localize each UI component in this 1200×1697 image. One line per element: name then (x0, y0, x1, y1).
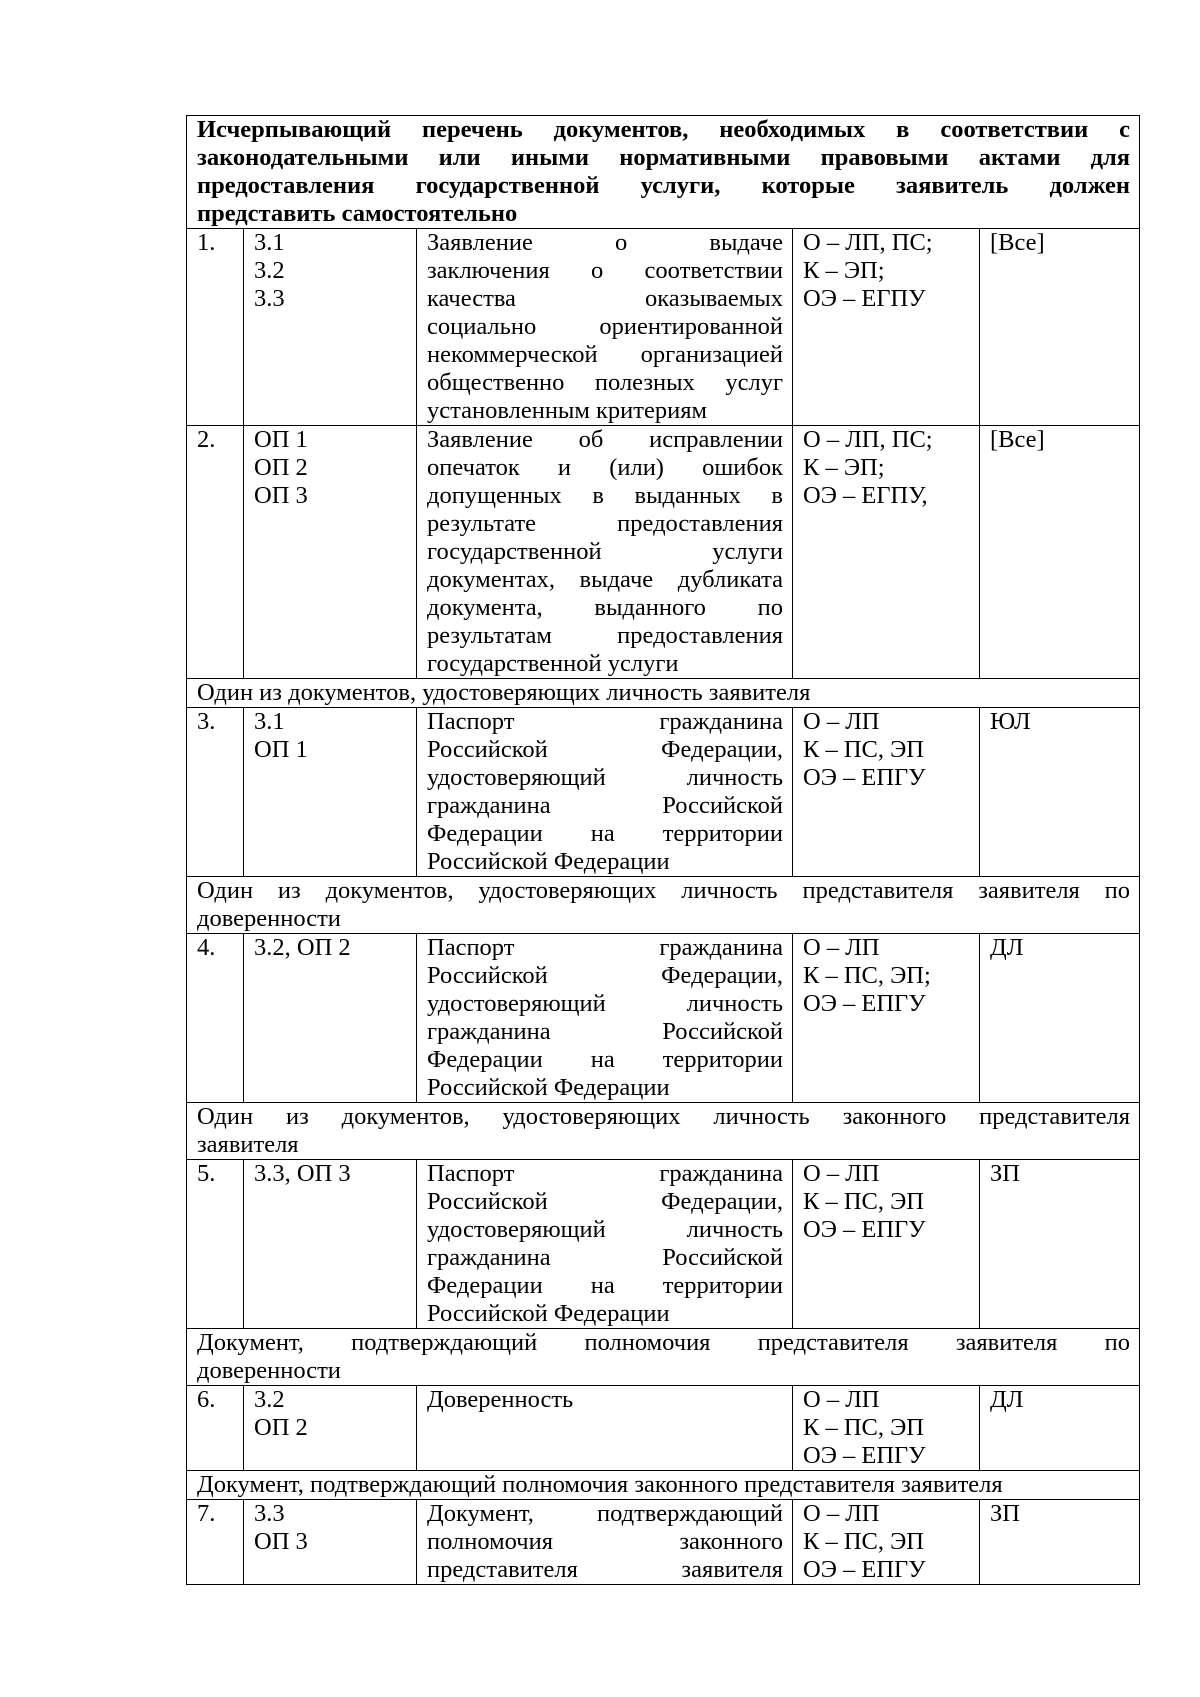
doc-line: Федерации на территории (427, 1046, 783, 1073)
row-applicant: ЮЛ (980, 708, 1140, 877)
code-line: ОП 3 (254, 1528, 308, 1555)
doc-line: Паспорт гражданина (427, 934, 783, 961)
form-line: К – ПС, ЭП (803, 1414, 924, 1441)
row-forms (793, 1160, 980, 1329)
form-line: ОЭ – ЕГПУ (803, 285, 926, 312)
doc-line: Заявление о выдаче (427, 229, 783, 256)
doc-line: государственной услуги (427, 538, 783, 565)
doc-line: общественно полезных услуг (427, 369, 783, 396)
row-number: 4. (187, 934, 244, 1103)
doc-line: Документ, подтверждающий (427, 1500, 783, 1527)
code-line: ОП 1 (254, 736, 308, 763)
form-line: О – ЛП (803, 934, 880, 961)
form-line: ОЭ – ЕПГУ (803, 990, 926, 1017)
row-document (417, 934, 793, 1103)
doc-line: допущенных в выданных в (427, 482, 783, 509)
doc-line: Российской Федерации, (427, 736, 783, 763)
row-number: 2. (187, 426, 244, 679)
header-line: Исчерпывающий перечень документов, необходимых в соответствии с (197, 116, 1131, 143)
table-row (187, 1160, 1140, 1329)
code-line: 3.3 (254, 285, 285, 312)
section-title (187, 679, 1140, 708)
row-codes (244, 1386, 417, 1471)
row-number: 3. (187, 708, 244, 877)
row-document (417, 708, 793, 877)
form-line: О – ЛП (803, 1386, 880, 1413)
code-line: 3.1 (254, 708, 285, 735)
form-line: К – ПС, ЭП; (803, 962, 931, 989)
documents-table (186, 115, 1140, 1585)
form-line: К – ПС, ЭП (803, 1188, 924, 1215)
section-title (187, 1329, 1140, 1386)
row-codes (244, 426, 417, 679)
section-title-row (187, 1103, 1140, 1160)
row-codes (244, 708, 417, 877)
section-title (187, 1103, 1140, 1160)
section-title-row (187, 679, 1140, 708)
table-row (187, 229, 1140, 426)
row-number: 7. (187, 1500, 244, 1585)
doc-line: Российской Федерации (427, 848, 670, 875)
doc-line: результате предоставления (427, 510, 783, 537)
section-title-line: доверенности (197, 1357, 341, 1384)
doc-line: гражданина Российской (427, 792, 783, 819)
row-applicant: [Все] (980, 229, 1140, 426)
code-line: 3.3, ОП 3 (254, 1160, 351, 1187)
doc-line: некоммерческой организацией (427, 341, 783, 368)
row-codes (244, 1500, 417, 1585)
section-title-line: Один из документов, удостоверяющих личность заявителя (197, 679, 811, 706)
form-line: О – ЛП (803, 1500, 880, 1527)
section-title-row (187, 877, 1140, 934)
form-line: К – ЭП; (803, 257, 885, 284)
form-line: ОЭ – ЕПГУ (803, 1556, 926, 1583)
doc-line: Федерации на территории (427, 820, 783, 847)
row-applicant: ЗП (980, 1500, 1140, 1585)
section-title (187, 1471, 1140, 1500)
doc-line: Российской Федерации, (427, 1188, 783, 1215)
section-title-row (187, 1471, 1140, 1500)
form-line: ОЭ – ЕПГУ (803, 764, 926, 791)
row-number: 5. (187, 1160, 244, 1329)
form-line: ОЭ – ЕПГУ (803, 1442, 926, 1469)
row-number: 6. (187, 1386, 244, 1471)
row-codes (244, 229, 417, 426)
row-codes (244, 1160, 417, 1329)
doc-line: гражданина Российской (427, 1018, 783, 1045)
row-document (417, 1500, 793, 1585)
form-line: О – ЛП (803, 708, 880, 735)
code-line: ОП 1 (254, 426, 308, 453)
doc-line: качества оказываемых (427, 285, 783, 312)
header-line: предоставления государственной услуги, которые заявитель должен (197, 172, 1131, 199)
doc-line: документа, выданного по (427, 594, 783, 621)
form-line: О – ЛП, ПС; (803, 229, 933, 256)
table-row (187, 426, 1140, 679)
section-title-line: Один из документов, удостоверяющих личность законного представителя (197, 1103, 1131, 1130)
row-document (417, 1386, 793, 1471)
form-line: К – ЭП; (803, 454, 885, 481)
row-applicant: ЗП (980, 1160, 1140, 1329)
form-line: О – ЛП (803, 1160, 880, 1187)
doc-line: Паспорт гражданина (427, 1160, 783, 1187)
doc-line: результатам предоставления (427, 622, 783, 649)
section-title-line: доверенности (197, 905, 341, 932)
row-document (417, 229, 793, 426)
table-row (187, 708, 1140, 877)
table-header-row (187, 116, 1140, 229)
doc-line: представителя заявителя (427, 1556, 783, 1583)
doc-line: полномочия законного (427, 1528, 783, 1555)
section-title (187, 877, 1140, 934)
row-document (417, 1160, 793, 1329)
form-line: К – ПС, ЭП (803, 1528, 924, 1555)
doc-line: удостоверяющий личность (427, 990, 783, 1017)
row-applicant: [Все] (980, 426, 1140, 679)
table-row (187, 934, 1140, 1103)
section-title-line: Один из документов, удостоверяющих личность представителя заявителя по (197, 877, 1131, 904)
form-line: О – ЛП, ПС; (803, 426, 933, 453)
doc-line: Российской Федерации (427, 1074, 670, 1101)
row-applicant: ДЛ (980, 934, 1140, 1103)
doc-line: Российской Федерации (427, 1300, 670, 1327)
form-line: ОЭ – ЕГПУ, (803, 482, 928, 509)
row-forms (793, 229, 980, 426)
header-line: представить самостоятельно (197, 200, 518, 227)
doc-line: Российской Федерации, (427, 962, 783, 989)
doc-line: Федерации на территории (427, 1272, 783, 1299)
row-number: 1. (187, 229, 244, 426)
row-forms (793, 1500, 980, 1585)
table-row (187, 1500, 1140, 1585)
code-line: 3.1 (254, 229, 285, 256)
section-title-line: Документ, подтверждающий полномочия представителя заявителя по (197, 1329, 1131, 1356)
section-title-line: Документ, подтверждающий полномочия законного представителя заявителя (197, 1471, 1003, 1498)
row-forms (793, 1386, 980, 1471)
form-line: ОЭ – ЕПГУ (803, 1216, 926, 1243)
row-forms (793, 934, 980, 1103)
code-line: 3.3 (254, 1500, 285, 1527)
section-title-row (187, 1329, 1140, 1386)
doc-line: государственной услуги (427, 650, 679, 677)
doc-line: социально ориентированной (427, 313, 783, 340)
table-header-cell (187, 116, 1140, 229)
doc-line: Доверенность (427, 1386, 574, 1413)
code-line: ОП 2 (254, 1414, 308, 1441)
doc-line: Паспорт гражданина (427, 708, 783, 735)
section-title-line: заявителя (197, 1131, 299, 1158)
doc-line: заключения о соответствии (427, 257, 783, 284)
row-forms (793, 426, 980, 679)
doc-line: Заявление об исправлении (427, 426, 783, 453)
form-line: К – ПС, ЭП (803, 736, 924, 763)
code-line: 3.2 (254, 1386, 285, 1413)
doc-line: установленным критериям (427, 397, 708, 424)
doc-line: документах, выдаче дубликата (427, 566, 783, 593)
doc-line: гражданина Российской (427, 1244, 783, 1271)
code-line: 3.2 (254, 257, 285, 284)
row-applicant: ДЛ (980, 1386, 1140, 1471)
row-codes (244, 934, 417, 1103)
doc-line: удостоверяющий личность (427, 1216, 783, 1243)
code-line: ОП 2 (254, 454, 308, 481)
code-line: 3.2, ОП 2 (254, 934, 351, 961)
row-document (417, 426, 793, 679)
code-line: ОП 3 (254, 482, 308, 509)
doc-line: опечаток и (или) ошибок (427, 454, 783, 481)
header-line: законодательными или иными нормативными правовыми актами для (197, 144, 1131, 171)
table-row (187, 1386, 1140, 1471)
doc-line: удостоверяющий личность (427, 764, 783, 791)
row-forms (793, 708, 980, 877)
